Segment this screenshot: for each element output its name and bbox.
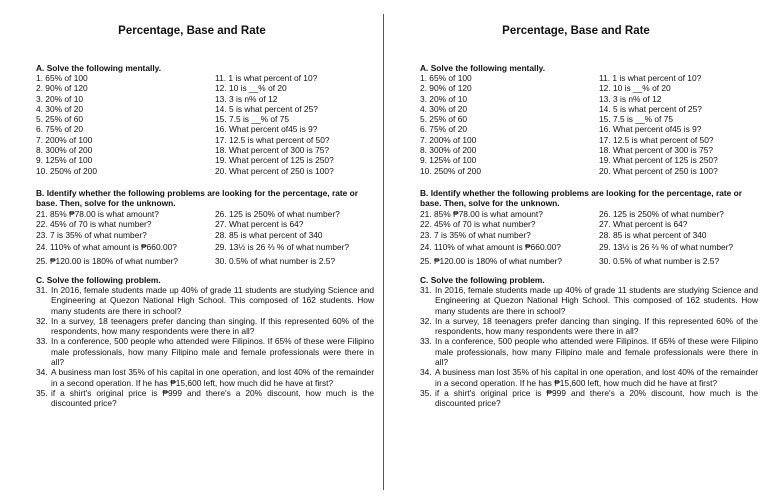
item-11: 11. 1 is what percent of 10? (215, 73, 318, 83)
item-12: 12. 10 is __% of 20 (599, 83, 671, 94)
worksheet-title: Percentage, Base and Rate (502, 25, 650, 37)
item-9: 9. 125% of 100 (420, 155, 477, 166)
problem-35: 35. if a shirt's original price is ₱999 and there's a 20% discount, how much is the discounted price? (420, 387, 758, 409)
item-25: 25. ₱120.00 is 180% of what number? (36, 255, 179, 266)
problem-33: 33. In a conference, 500 people who attended were Filipinos. If 65% of these were Filipino male professionals, how many Filipino male and female professionals were there in all? (420, 336, 758, 368)
section-a-column-2 (599, 73, 718, 176)
item-7: 7. 200% of 100 (420, 134, 477, 145)
item-3: 3. 20% of 10 (420, 93, 468, 104)
item-6: 6. 75% of 20 (420, 124, 468, 135)
section-a-column-2 (215, 73, 334, 176)
section-a-heading: A. Solve the following mentally. (36, 63, 162, 73)
item-5: 5. 25% of 60 (36, 114, 84, 125)
item-7: 7. 200% of 100 (36, 134, 93, 145)
item-23: 23. 7 is 35% of what number? (36, 229, 147, 240)
item-30: 30. 0.5% of what number is 2.5? (215, 255, 336, 266)
item-19: 19. What percent of 125 is 250? (599, 155, 718, 166)
item-3: 3. 20% of 10 (36, 93, 84, 104)
problem-35: 35. if a shirt's original price is ₱999 and there's a 20% discount, how much is the discounted price? (36, 387, 374, 409)
section-b-heading: B. Identify whether the following problems are looking for the percentage, rate or base. Then, solve for the unknown. (420, 188, 743, 208)
problem-32: 32. In a survey, 18 teenagers prefer dancing than singing. If this represented 60% of the respondents, how many respondents were there in all? (36, 315, 374, 337)
item-18: 18. What percent of 300 is 75? (599, 145, 714, 156)
section-b-column-2 (599, 209, 733, 268)
item-24: 24. 110% of what amount is ₱660.00? (36, 241, 177, 252)
item-1: 1. 65% of 100 (420, 73, 472, 83)
item-15: 15. 7.5 is __% of 75 (599, 114, 674, 125)
item-22: 22. 45% of 70 is what number? (36, 219, 152, 230)
item-21: 21. 85% ₱78.00 is what amount? (420, 209, 543, 219)
section-c-problems (36, 285, 374, 409)
item-11: 11. 1 is what percent of 10? (599, 73, 702, 83)
item-13: 13. 3 is n% of 12 (599, 93, 662, 104)
item-26: 26. 125 is 250% of what number? (599, 209, 724, 219)
item-6: 6. 75% of 20 (36, 124, 84, 135)
item-14: 14. 5 is what percent of 25? (599, 103, 702, 114)
section-a-heading: A. Solve the following mentally. (420, 63, 546, 73)
item-18: 18. What percent of 300 is 75? (215, 145, 330, 156)
item-4: 4. 30% of 20 (36, 103, 84, 114)
item-5: 5. 25% of 60 (420, 114, 468, 125)
item-22: 22. 45% of 70 is what number? (420, 219, 536, 230)
item-2: 2. 90% of 120 (420, 83, 472, 94)
item-17: 17. 12.5 is what percent of 50? (215, 134, 330, 145)
item-23: 23. 7 is 35% of what number? (420, 229, 531, 240)
item-26: 26. 125 is 250% of what number? (215, 209, 340, 219)
section-b-column-2 (215, 209, 349, 268)
item-10: 10. 250% of 200 (36, 165, 98, 176)
item-4: 4. 30% of 20 (420, 103, 468, 114)
item-19: 19. What percent of 125 is 250? (215, 155, 334, 166)
worksheet-title: Percentage, Base and Rate (118, 25, 266, 37)
worksheet-right (384, 0, 768, 503)
item-8: 8. 300% of 200 (36, 145, 93, 156)
section-b-heading: B. Identify whether the following problems are looking for the percentage, rate or base. Then, solve for the unknown. (36, 188, 359, 208)
section-c-heading: C. Solve the following problem. (420, 275, 545, 285)
item-10: 10. 250% of 200 (420, 165, 482, 176)
item-13: 13. 3 is n% of 12 (215, 93, 278, 104)
problem-33: 33. In a conference, 500 people who attended were Filipinos. If 65% of these were Filipino male professionals, how many Filipino male and female professionals were there in all? (36, 336, 374, 368)
problem-31: 31. In 2016, female students made up 40% of grade 11 students are studying Science and Engineering at Quezon National High School. This composed of 162 students. How many students are there in school? (36, 285, 374, 316)
problem-32: 32. In a survey, 18 teenagers prefer dancing than singing. If this represented 60% of the respondents, how many respondents were there in all? (420, 315, 758, 337)
item-15: 15. 7.5 is __% of 75 (215, 114, 290, 125)
item-21: 21. 85% ₱78.00 is what amount? (36, 209, 159, 219)
section-c-problems (420, 285, 758, 409)
item-28: 28. 85 is what percent of 340 (599, 229, 707, 240)
item-20: 20. What percent of 250 is 100? (215, 165, 334, 176)
section-c-heading: C. Solve the following problem. (36, 275, 161, 285)
item-14: 14. 5 is what percent of 25? (215, 103, 318, 114)
section-b-column-1 (420, 209, 562, 268)
item-8: 8. 300% of 200 (420, 145, 477, 156)
section-b-column-1 (36, 209, 178, 268)
item-17: 17. 12.5 is what percent of 50? (599, 134, 714, 145)
item-2: 2. 90% of 120 (36, 83, 88, 94)
item-29: 29. 13½ is 26 ⅔ % of what number? (215, 241, 350, 252)
item-24: 24. 110% of what amount is ₱660.00? (420, 241, 561, 252)
item-16: 16. What percent of45 is 9? (599, 124, 702, 135)
item-30: 30. 0.5% of what number is 2.5? (599, 255, 720, 266)
item-20: 20. What percent of 250 is 100? (599, 165, 718, 176)
item-12: 12. 10 is __% of 20 (215, 83, 287, 94)
problem-31: 31. In 2016, female students made up 40% of grade 11 students are studying Science and Engineering at Quezon National High School. This composed of 162 students. How many students are there in school? (420, 285, 758, 316)
item-25: 25. ₱120.00 is 180% of what number? (420, 255, 563, 266)
section-a-column-1 (420, 73, 481, 176)
item-27: 27. What percent is 64? (215, 219, 304, 230)
item-29: 29. 13½ is 26 ⅔ % of what number? (599, 241, 734, 252)
section-a-column-1 (36, 73, 97, 176)
problem-34: 34. A business man lost 35% of his capital in one operation, and lost 40% of the remainder in a second operation. If he has ₱15,600 left, how much did he have at first? (420, 367, 758, 388)
problem-34: 34. A business man lost 35% of his capital in one operation, and lost 40% of the remainder in a second operation. If he has ₱15,600 left, how much did he have at first? (36, 367, 374, 388)
item-9: 9. 125% of 100 (36, 155, 93, 166)
item-27: 27. What percent is 64? (599, 219, 688, 230)
item-1: 1. 65% of 100 (36, 73, 88, 83)
item-16: 16. What percent of45 is 9? (215, 124, 318, 135)
item-28: 28. 85 is what percent of 340 (215, 229, 323, 240)
